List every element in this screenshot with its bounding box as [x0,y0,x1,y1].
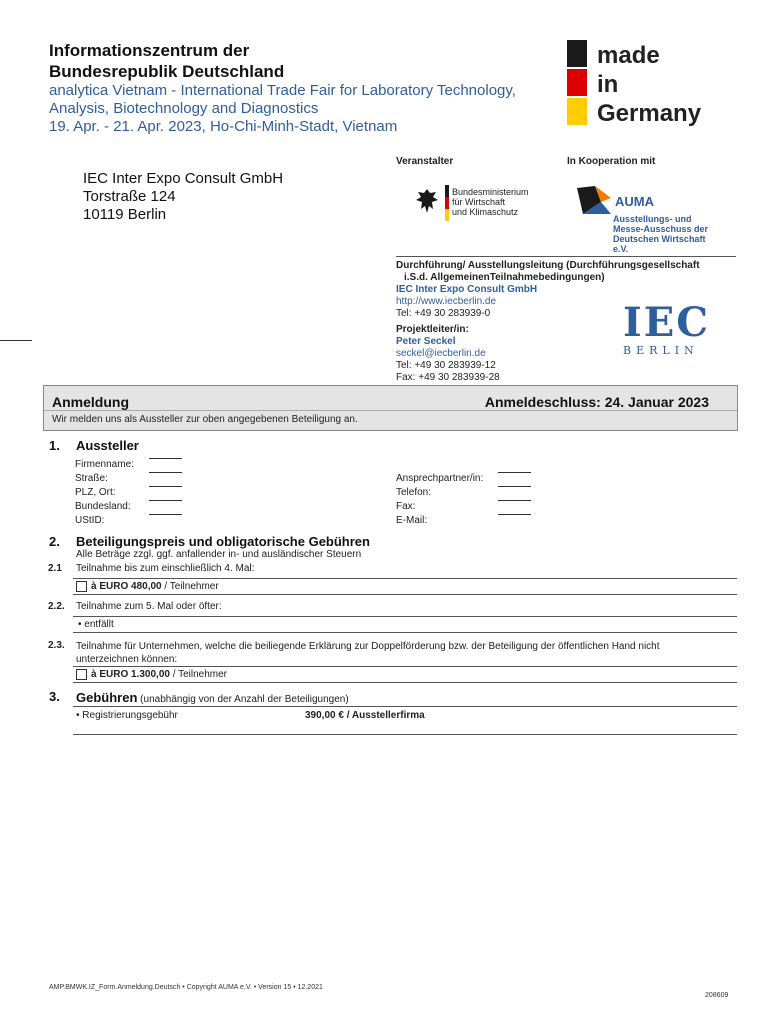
footer-doc-number: 208609 [705,992,729,999]
fee-item: • Registrierungsgebühr [76,710,178,721]
field-ustid[interactable]: UStID: [75,514,182,528]
section-2-1-number: 2.1 [48,563,62,574]
section-2-2-text: Teilnahme zum 5. Mal oder öfter: [76,601,222,612]
fold-mark [0,340,32,341]
iec-logo-subtext: BERLIN [623,344,699,357]
option-2-1-unit: / Teilnehmer [161,581,219,593]
auma-line-3: Deutschen Wirtschaft e.V. [613,234,706,254]
logo-word-germany: Germany [597,100,702,127]
section-2-3-text-line-1: Teilnahme für Unternehmen, welche die beiliegende Erklärung zur Doppelförderung bzw. der Beteiligung der öffentlichen Hand nicht [76,641,660,652]
option-2-3-unit: / Teilnehmer [169,669,228,681]
project-fax: Fax: +49 30 283939-28 [396,372,500,383]
section-2-2-number: 2.2. [48,601,65,612]
section-3-number: 3. [49,689,60,704]
option-2-3-row [73,666,737,683]
logo-word-made: made [597,42,660,69]
auma-line-2: Messe-Ausschuss der [613,224,709,234]
auma-line-1: Ausstellungs- und [613,214,692,224]
registration-deadline: Anmeldeschluss: 24. Januar 2023 [484,394,709,410]
section-1-number: 1. [49,438,60,453]
event-line-2: Analysis, Biotechnology and Diagnostics [49,100,319,117]
section-2-3-text-line-2: unterzeichnen können: [76,654,178,665]
registration-title: Anmeldung [52,394,129,410]
field-email[interactable]: E-Mail: [396,514,531,528]
event-line-1: analytica Vietnam - International Trade Fair for Laboratory Technology, [49,82,516,99]
option-2-2-row [73,616,737,633]
project-label: Projektleiter/in: [396,324,469,335]
management-tel: Tel: +49 30 283939-0 [396,308,491,319]
address-street: Torstraße 124 [83,188,176,205]
address-company: IEC Inter Expo Consult GmbH [83,170,284,187]
flag-red-bar [567,69,587,96]
registration-intro: Wir melden uns als Aussteller zur oben angegebenen Beteiligung an. [52,414,358,425]
field-fax[interactable]: Fax: [396,500,531,514]
option-2-1-checkbox[interactable] [76,581,87,592]
section-2-3-number: 2.3. [48,640,65,651]
fee-row [73,706,737,735]
event-line-3: 19. Apr. - 21. Apr. 2023, Ho-Chi-Minh-Stadt, Vietnam [49,118,398,135]
address-city: 10119 Berlin [83,206,167,223]
field-bundesland[interactable]: Bundesland: [75,500,182,514]
divider [396,256,736,257]
management-heading-2: i.S.d. AllgemeinenTeilnahmebedingungen) [404,272,605,283]
section-2-1-text: Teilnahme bis zum einschließlich 4. Mal: [76,563,255,574]
option-2-3-checkbox[interactable] [76,669,87,680]
footer-copyright: AMP.BMWK.IZ_Form.Anmeldung.Deutsch • Copyright AUMA e.V. • Version 15 • 12.2021 [49,984,323,991]
field-firmenname[interactable]: Firmenname: [75,458,182,472]
flag-black-bar [567,40,587,67]
section-1-title: Aussteller [76,438,139,453]
iec-berlin-logo [623,299,711,362]
title-line-2: Bundesrepublik Deutschland [49,62,285,81]
auma-logo [571,184,711,254]
option-2-1-price: à EURO 480,00 [91,581,162,593]
section-2-title: Beteiligungspreis und obligatorische Gebühren [76,534,370,549]
section-2-number: 2. [49,534,60,549]
section-2-3-text [76,640,726,666]
field-strasse[interactable]: Straße: [75,472,182,486]
auma-mark-icon [571,184,615,218]
section-3-heading [76,689,349,707]
bmwk-line-1: Bundesministerium [452,187,529,197]
option-2-3-price: à EURO 1.300,00 [91,669,170,681]
section-2-note: Alle Beträge zzgl. ggf. anfallender in- und ausländischer Steuern [76,549,362,560]
event-info [49,82,516,136]
flag-gold-bar [567,98,587,125]
veranstalter-label: Veranstalter [396,156,454,167]
logo-word-in: in [597,71,619,98]
page-title [49,40,284,82]
made-in-germany-logo [567,40,707,126]
exhibitor-fields-right [396,472,531,528]
section-3-subtitle: (unabhängig von der Anzahl der Beteiligungen) [137,694,349,705]
option-2-1-row [73,578,737,595]
bmwk-line-2: für Wirtschaft [452,197,506,207]
kooperation-label: In Kooperation mit [567,156,656,167]
management-website-link[interactable]: http://www.iecberlin.de [396,296,497,307]
exhibitor-fields-left [75,458,182,528]
bmwk-logo [414,185,539,221]
field-telefon[interactable]: Telefon: [396,486,531,500]
bmwk-line-3: und Klimaschutz [452,207,519,217]
project-tel: Tel: +49 30 283939-12 [396,360,496,371]
fee-amount: 390,00 € / Ausstellerfirma [305,710,425,721]
recipient-address [83,170,283,224]
registration-header [43,385,738,431]
project-email-link[interactable]: seckel@iecberlin.de [396,348,486,359]
management-heading-1: Durchführung/ Ausstellungsleitung (Durchführungsgesellschaft [396,260,700,271]
iec-logo-text: IEC [623,299,711,346]
federal-eagle-icon [414,187,440,217]
management-company: IEC Inter Expo Consult GmbH [396,284,538,295]
project-name: Peter Seckel [396,336,456,347]
option-2-2-value: • entfällt [78,619,114,630]
section-3-title: Gebühren [76,690,138,705]
field-ansprechpartner[interactable]: Ansprechpartner/in: [396,472,531,486]
title-line-1: Informationszentrum der [49,41,250,60]
auma-name: AUMA [615,194,654,209]
field-plz-ort[interactable]: PLZ, Ort: [75,486,182,500]
